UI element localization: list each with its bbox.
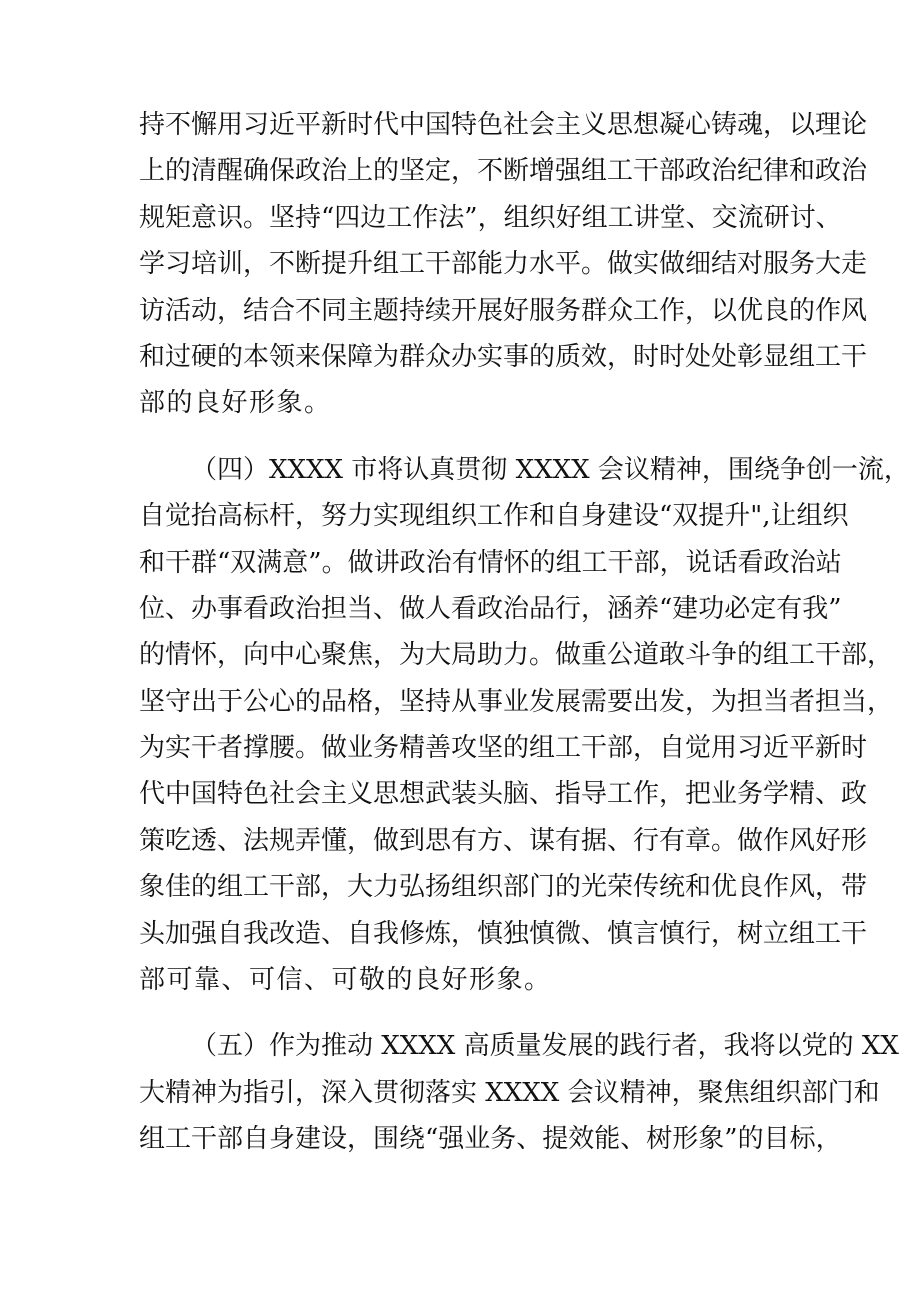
text-line: 自觉抬高标杆，努力实现组织工作和自身建设“双提升",让组织 xyxy=(139,501,849,532)
text-line: 访活动，结合不同主题持续开展好服务群众工作，以优良的作风 xyxy=(139,295,868,326)
text-line: 为实干者撑腰。做业务精善攻坚的组工干部，自觉用习近平新时 xyxy=(139,733,868,764)
paragraph-5 xyxy=(139,1023,899,1162)
paragraph-4 xyxy=(139,447,910,1004)
text-line: 部可靠、可信、可敬的良好形象。 xyxy=(139,965,552,996)
text-line: 上的清醒确保政治上的坚定，不断增强组工干部政治纪律和政治 xyxy=(139,156,868,187)
paragraph-spacer xyxy=(139,1003,789,1023)
text-line: 位、办事看政治担当、做人看政治品行，涵养“建功必定有我” xyxy=(139,593,842,624)
text-line: 规矩意识。坚持“四边工作法”，组织好组工讲堂、交流研讨、 xyxy=(139,202,842,233)
paragraph-3-continued xyxy=(139,102,868,427)
document-body xyxy=(139,102,910,1163)
text-line: 和过硬的本领来保障为群众办实事的质效，时时处处彰显组工干 xyxy=(139,341,868,372)
text-line: 策吃透、法规弄懂，做到思有方、谋有据、行有章。做作风好形 xyxy=(139,825,868,856)
text-line: 学习培训，不断提升组工干部能力水平。做实做细结对服务大走 xyxy=(139,249,868,280)
text-line: 头加强自我改造、自我修炼，慎独慎微、慎言慎行，树立组工干 xyxy=(139,918,868,949)
text-line: （四）XXXX 市将认真贯彻 XXXX 会议精神，围绕争创一流， xyxy=(191,454,910,485)
text-line: 组工干部自身建设，围绕“强业务、提效能、树形象”的目标， xyxy=(139,1124,842,1155)
text-line: 大精神为指引，深入贯彻落实 XXXX 会议精神，聚焦组织部门和 xyxy=(139,1077,880,1108)
paragraph-spacer xyxy=(139,427,789,447)
text-line: 象佳的组工干部，大力弘扬组织部门的光荣传统和优良作风，带 xyxy=(139,872,868,903)
text-line: 的情怀，向中心聚焦，为大局助力。做重公道敢斗争的组工干部， xyxy=(139,640,894,671)
text-line: 坚守出于公心的品格，坚持从事业发展需要出发，为担当者担当， xyxy=(139,686,894,717)
text-line: 部的良好形象。 xyxy=(139,388,332,419)
text-line: 持不懈用习近平新时代中国特色社会主义思想凝心铸魂，以理论 xyxy=(139,110,868,140)
text-line: （五）作为推动 XXXX 高质量发展的践行者，我将以党的 XX xyxy=(191,1031,899,1062)
text-line: 和干群“双满意”。做讲政治有情怀的组工干部，说话看政治站 xyxy=(139,547,842,578)
text-line: 代中国特色社会主义思想武装头脑、指导工作，把业务学精、政 xyxy=(139,779,868,810)
